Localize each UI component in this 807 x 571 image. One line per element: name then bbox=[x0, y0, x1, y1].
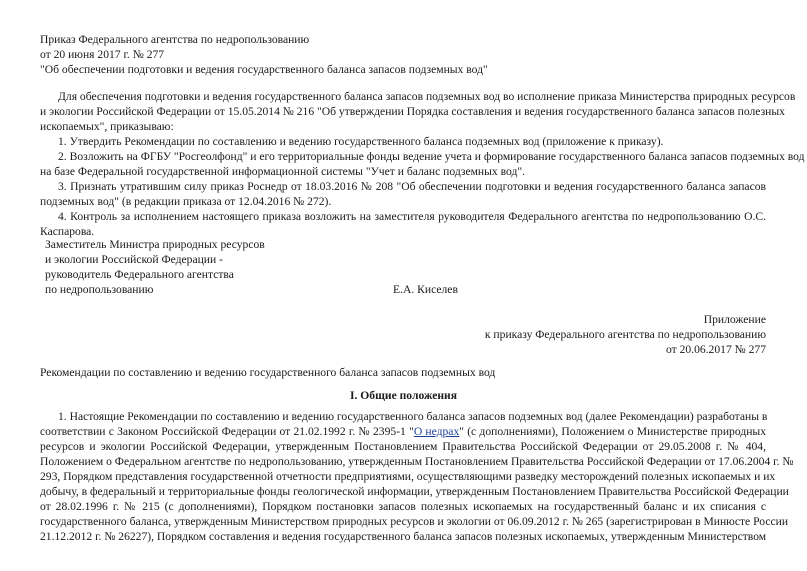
paragraph-1-line-2 bbox=[40, 424, 766, 439]
paragraph-1-line-4: Положением о Федеральном агентстве по недропользованию, утвержденным Постановлением Правительства Российской Федерации от 17.06.2004 г. № bbox=[40, 455, 794, 468]
signatory-name: Е.А. Киселев bbox=[393, 283, 458, 296]
order-subject-line: "Об обеспечении подготовки и ведения государственного баланса запасов подземных вод" bbox=[40, 63, 488, 76]
section-heading: I. Общие положения bbox=[349, 389, 457, 402]
appendix-label: Приложение bbox=[703, 313, 766, 326]
signatory-position-line-1: Заместитель Министра природных ресурсов bbox=[45, 238, 265, 251]
paragraph-1-line-8: государственного баланса, утвержденным Министерством природных ресурсов и экологии от 06.09.2012 г. № 265 (зарегистрирован в Минюсте России bbox=[40, 515, 789, 528]
order-title-line1: Приказ Федерального агентства по недропользованию bbox=[40, 33, 310, 46]
paragraph-1-line-5: 293, Порядком представления государственной отчетности предприятиями, осуществляющими разведку месторождений полезных ископаемых и их bbox=[40, 470, 776, 483]
order-date-line: от 20 июня 2017 г. № 277 bbox=[40, 48, 165, 61]
signatory-position-line-4: по недропользованию bbox=[45, 283, 154, 296]
paragraph-1-line-3: ресурсов и экологии Российской Федерации, утвержденным Постановлением Правительства Российской Федерации от 29.05.2008 г. № 404, bbox=[40, 440, 766, 453]
item-3-line-2: подземных вод" (в редакции приказа от 12.04.2016 № 272). bbox=[40, 195, 332, 208]
signatory-position-line-3: руководитель Федерального агентства bbox=[45, 268, 234, 281]
signatory-position-line-2: и экологии Российской Федерации - bbox=[45, 253, 223, 266]
appendix-order-ref: к приказу Федерального агентства по недропользованию bbox=[484, 328, 766, 341]
item-4-line-1: 4. Контроль за исполнением настоящего приказа возложить на заместителя руководителя Федерального агентства по недропользованию О.С. bbox=[58, 210, 766, 223]
recommendations-title: Рекомендации по составлению и ведению государственного баланса запасов подземных вод bbox=[40, 366, 496, 379]
appendix-order-date: от 20.06.2017 № 277 bbox=[665, 343, 766, 356]
item-2-line-2: на базе Федеральной государственной информационной системы "Учет и баланс подземных вод". bbox=[40, 165, 526, 178]
paragraph-1-line-7: от 28.02.1996 г. № 215 (с дополнениями), Порядком постановки запасов полезных ископаемых на государственный баланс и их списания с bbox=[40, 500, 766, 513]
paragraph-1-line-1: 1. Настоящие Рекомендации по составлению и ведению государственного баланса запасов подземных вод (далее Рекомендации) разработаны в bbox=[58, 410, 768, 423]
item-1: 1. Утвердить Рекомендации по составлению и ведению государственного баланса подземных вод (приложение к приказу). bbox=[58, 135, 664, 148]
paragraph-1-line-2-tail: " (с дополнениями), Положением о Министерстве природных bbox=[459, 425, 767, 438]
paragraph-1-line-9: 21.12.2012 г. № 26227), Порядком составления и ведения государственного баланса запасов полезных ископаемых, утвержденным Министерством bbox=[40, 530, 767, 543]
paragraph-1-line-6: добычу, в федеральный и территориальные фонды геологической информации, утвержденным Постановлением Правительства Российской Федерации bbox=[40, 485, 789, 498]
law-on-subsoil-link[interactable]: О недрах bbox=[413, 425, 460, 438]
item-2-line-1: 2. Возложить на ФГБУ "Росгеолфонд" и его территориальные фонды ведение учета и формирование государственного баланса запасов подземных вод bbox=[58, 150, 805, 163]
item-3-line-1: 3. Признать утратившим силу приказ Роснедр от 18.03.2016 № 208 "Об обеспечении подготовки и ведения государственного баланса запасов bbox=[58, 180, 766, 193]
intro-line-2: и экологии Российской Федерации от 15.05.2014 № 216 "Об утверждении Порядка составления и ведения государственного баланса запасов полезных bbox=[40, 105, 785, 118]
paragraph-1-line-2-text: соответствии с Законом Российской Федерации от 21.02.1992 г. № 2395-1 " bbox=[40, 425, 414, 438]
item-4-line-2: Каспарова. bbox=[40, 225, 95, 238]
intro-line-1: Для обеспечения подготовки и ведения государственного баланса запасов подземных вод во исполнение приказа Министерства природных ресурсов bbox=[58, 90, 796, 103]
intro-line-3: ископаемых", приказываю: bbox=[40, 120, 174, 133]
